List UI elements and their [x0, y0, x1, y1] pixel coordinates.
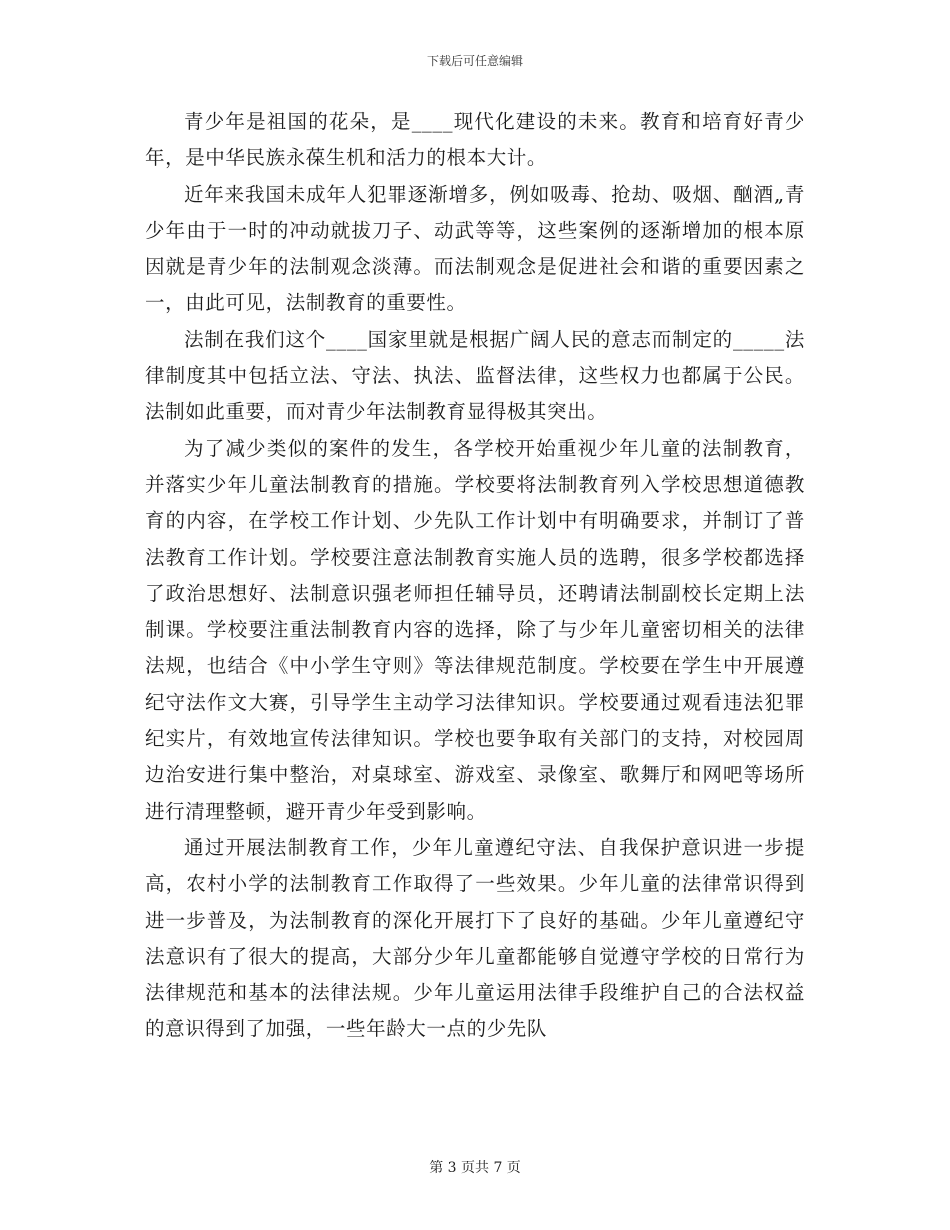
paragraph: 法制在我们这个____国家里就是根据广阔人民的意志而制定的_____法律制度其中包括立法、守法、执法、监督法律，这些权力也都属于公民。法制如此重要，而对青少年法制教育显得极其突出。 — [145, 327, 805, 424]
page-footer: 第 3 页共 7 页 — [429, 1160, 521, 1176]
paragraph: 青少年是祖国的花朵，是____现代化建设的未来。教育和培育好青少年，是中华民族永葆生机和活力的根本大计。 — [145, 110, 805, 170]
paragraph: 为了减少类似的案件的发生，各学校开始重视少年儿童的法制教育，并落实少年儿童法制教育的措施。学校要将法制教育列入学校思想道德教育的内容，在学校工作计划、少先队工作计划中有明确要求，并制订了普法教育工作计划。学校要注意法制教育实施人员的选聘，很多学校都选择了政治思想好、法制意识强老师担任辅导员，还聘请法制副校长定期上法制课。学校要注重法制教育内容的选择，除了与少年儿童密切相关的法律法规，也结合《中小学生守则》等法律规范制度。学校要在学生中开展遵纪守法作文大赛，引导学生主动学习法律知识。学校要通过观看违法犯罪纪实片，有效地宣传法律知识。学校也要争取有关部门的支持，对校园周边治安进行集中整治，对桌球室、游戏室、录像室、歌舞厅和网吧等场所进行清理整顿，避开青少年受到影响。 — [145, 436, 805, 823]
page-header: 下载后可任意编辑 — [426, 54, 523, 68]
paragraph: 近年来我国未成年人犯罪逐渐增多，例如吸毒、抢劫、吸烟、酗酒„青少年由于一时的冲动就拔刀子、动武等等，这些案例的逐渐增加的根本原因就是青少年的法制观念淡薄。而法制观念是促进社会和谐的重要因素之一，由此可见，法制教育的重要性。 — [145, 182, 805, 315]
document-body — [145, 104, 805, 1048]
paragraph: 通过开展法制教育工作，少年儿童遵纪守法、自我保护意识进一步提高，农村小学的法制教育工作取得了一些效果。少年儿童的法律常识得到进一步普及，为法制教育的深化开展打下了良好的基础。少年儿童遵纪守法意识有了很大的提高，大部分少年儿童都能够自觉遵守学校的日常行为法律规范和基本的法律法规。少年儿童运用法律手段维护自己的合法权益的意识得到了加强，一些年龄大一点的少先队 — [145, 835, 805, 1041]
